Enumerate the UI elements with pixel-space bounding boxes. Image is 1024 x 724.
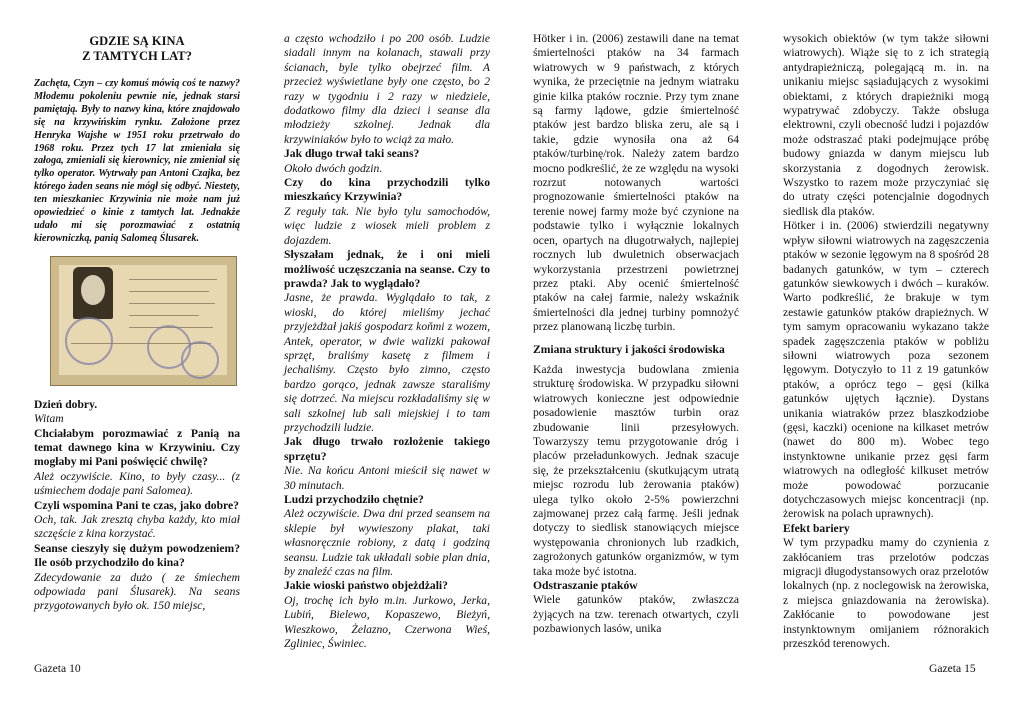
article-title (34, 34, 240, 64)
answer-1: Witam (34, 412, 64, 426)
answer-10: Oj, trochę ich było m.in. Jurkowo, Jerka, Lubiń, Bielewo, Kopaszewo, Bieżyń, Wieszkowo, Żelazno, Czerwona Wieś, Zgliniec, Świniec. (284, 593, 490, 651)
column-3 (533, 32, 739, 637)
paragraph-mortality: Hötker i in. (2006) zestawili dane na temat śmiertelności ptaków na 34 farmach wiatrowych w 9 państwach, z których wynika, że przeciętnie na jednym wiatraku ginie kilka ptaków rocznie. Przy tym znane są farmy lądowe, gdzie śmiertelność ptaków jest bardzo bliska zeru, ale są i takie, gdzie wynosiła ona aż 64 ptaków/turbinę/rok. Należy zatem bardzo mocno podkreślić, że ze względu na wysoki rozrzut notowanych wartości prognozowanie śmiertelności ptaków na terenie nowej farmy może być czynione na podstawie tylko i wyłącznie lokalnych ocen, opartych na długotrwałych, najlepiej rocznych lub dwuletnich obserwacjach wykorzystania przestrzeni powietrznej przez ptaki. Aby ocenić śmiertelność ptaków na całej farmie, należy wskaźnik śmiertelności dla jednej turbiny pomnożyć przez planowaną liczbę turbin. (533, 32, 739, 334)
answer-4-continued: a często wchodziło i po 200 osób. Ludzie siadali innym na kolanach, stawali przy ścianach, byle tylko obejrzeć film. A przecież wyświetlane były one często, bo 2 razy w tygodniu i 2 razy w niedziele, dodatkowo filmy dla dzieci i seanse dla młodzieży szkolnej. Jednak dla krzywiniaków było to wciąż za mało. (284, 32, 490, 146)
answer-4: Zdecydowanie za dużo ( ze śmiechem odpowiada pani Ślusarek). Na seans przygotowanych było ok. 150 miejsc, (34, 570, 240, 613)
question-10: Jakie wioski państwo objeżdżali? (284, 579, 448, 593)
answer-6: Z reguły tak. Nie było tylu samochodów, więc ludzie z wiosek mieli problem z dojazdem. (284, 204, 490, 247)
question-7: Słyszałam jednak, że i oni mieli możliwość uczęszczania na seanse. Czy to prawda? Jak to wyglądało? (284, 248, 490, 290)
answer-8: Nie. Na końcu Antoni mieścił się nawet w 30 minutach. (284, 464, 490, 492)
page-number-left: Gazeta 10 (34, 662, 81, 675)
answer-7: Jasne, że prawda. Wyglądało to tak, z wioski, do której mieliśmy jechać przyjeżdżał jakiś gospodarz koňmi z wozem, Antek, operator, w dwie walizki pakował sprzęt, braliśmy kasetę z filmem i jechaliśmy. Często było zimno, często bardzo gorąco, jednak zawsze staraliśmy się dotrzeć. Na miejscu rozkładaliśmy się w sali szkolnej lub sali miejskiej i to tam przychodzili ludzie. (284, 291, 490, 434)
paragraph-environment: Każda inwestycja budowlana zmienia strukturę środowiska. W przypadku siłowni wiatrowych konieczne jest odpowiednie posadowienie masztów turbin oraz zbudowanie linii przesyłowych. Towarzyszy temu przygotowanie dróg i placów przeładunkowych. Jednak szacuje się, że przekształceniu (skutkującym utratą miejsc rozrodu lub żerowania ptaków) ulega tylko około 2-5% powierzchni zajmowanej przez całą farmę. Jeśli jednak dotyczy to siedlisk stanowiących miejsce występowania chronionych lub rzadkich, zagrożonych gatunków organizmów, w tym taka może być istotna. (533, 362, 739, 578)
heading-barrier-effect: Efekt bariery (783, 521, 850, 535)
article-intro: Zachęta, Czyn – czy komuś mówią coś te nazwy? Młodemu pokoleniu pewnie nie, jednak starsi pamiętają. Były to nazwy kina, które znajdowało się na krzywińskim rynku. Założone przez Henryka Wajshe w 1951 roku przetrwało do 1968 roku. Przez tych 17 lat zmieniała się załoga, zmieniali się kierownicy, nie zmieniał się tylko operator. Wytrwały pan Antoni Czajka, bez którego żaden seans nie mógł się odbyć. Niestety, ten mieszkaniec Krzywinia nie może nam już opowiedzieć o kinie z tamtych lat. Jednakże udało mi się porozmawiać z ostatnią kierowniczką, panią Salomeą Ślusarek. (34, 78, 240, 244)
question-4: Seanse cieszyły się dużym powodzeniem? Ile osób przychodziło do kina? (34, 541, 240, 570)
paragraph-density: Hötker i in. (2006) stwierdzili negatywny wpływ siłowni wiatrowych na zagęszczenia ptaków w sezonie lęgowym na 8 spośród 28 badanych gatunków, w tym – czterech gatunków siewkowych i dwóch – kuraków. Warto podkreślić, że brakuje w tym zestawie gatunków ptaków drapieżnych. W tym samym opracowaniu wykazano także spadek zagęszczenia ptaków w pobliżu siłowni wiatrowych poza sezonem lęgowym. Dotyczyło to 11 z 19 gatunków ptaków, a oprócz tego – gęsi (kilka gatunków ujętych łącznie). Dystans unikania wiatraków przez blaszkodziobe (gęsi, kaczki) ocenione na kilkaset metrów (nawet do 800 m). Wobec tego instynktowne unikanie przez gęsi farm wiatrowych na odległość kilkuset metrów może powodować porzucanie dotychczasowych miejsc koncentracji (np. żerowisk na polach uprawnych). (783, 219, 989, 521)
question-1: Dzień dobry. (34, 397, 98, 411)
question-2: Chciałabym porozmawiać z Panią na temat dawnego kina w Krzywiniu. Czy mogłaby mi Pani poświęcić chwilę? (34, 426, 240, 469)
question-6: Czy do kina przychodzili tylko mieszkańcy Krzywinia? (284, 176, 490, 204)
question-5: Jak długo trwał taki seans? (284, 147, 420, 161)
page-number-right: Gazeta 15 (929, 662, 976, 675)
answer-3: Och, tak. Jak zresztą chyba każdy, kto miał szczęście z kina korzystać. (34, 513, 240, 541)
column-4 (783, 32, 989, 651)
heading-bird-deterrence: Odstraszanie ptaków (533, 579, 638, 593)
title-line-2: Z TAMTYCH LAT? (82, 49, 192, 63)
answer-2: Ależ oczywiście. Kino, to były czasy... (z uśmiechem dodaje pani Salomea). (34, 469, 240, 498)
paragraph-barrier: W tym przypadku mamy do czynienia z zakłócaniem tras przelotów podczas migracji długodystansowych oraz przelotów lokalnych (np. z noclegowisk na żerowiska, z miejsca gniazdowania na żerowiska). Zakłócanie to powodowane jest instynktownym omijaniem różnorakich przeszkód terenowych. (783, 536, 989, 651)
document-photo-icon (50, 256, 237, 386)
question-9: Ludzi przychodziło chętnie? (284, 493, 424, 506)
question-3: Czyli wspomina Pani te czas, jako dobre? (34, 498, 239, 512)
title-line-1: GDZIE SĄ KINA (89, 34, 185, 48)
answer-9: Ależ oczywiście. Dwa dni przed seansem na sklepie był wywieszony plakat, taki własnoręcznie robiony, z datą i godziną seansu. Ludzie tak układali sobie plan dnia, by znaleźć czas na film. (284, 507, 490, 579)
heading-environment-change: Zmiana struktury i jakości środowiska (533, 342, 725, 356)
question-8: Jak długo trwało rozłożenie takiego sprzętu? (284, 435, 490, 463)
paragraph-deterrence: Wiele gatunków ptaków, zwłaszcza żyjących na tzw. terenach otwartych, czyli pozbawionych lasów, unika (533, 593, 739, 636)
answer-5: Około dwóch godzin. (284, 161, 383, 175)
column-2 (284, 32, 490, 651)
paragraph-high-objects: wysokich obiektów (w tym także siłowni wiatrowych). Wiąże się to z ich strategią antydrapieżniczą, polegającą m. in. na unikaniu miejsc sąsiadujących z wysokimi obiektami, z których drapieżniki mogą wypatrywać zdobyczy. Także obsługa elektrowni, czyli obecność ludzi i pojazdów może odstraszać ptaki podejmujące próbę budowy gniazda w danym miejscu lub skorzystania z dogodnych żerowisk. Wszystko to razem może przyczyniać się do utraty części potencjalnie dogodnych siedlisk dla ptaków. (783, 32, 989, 218)
column-1 (34, 32, 240, 614)
